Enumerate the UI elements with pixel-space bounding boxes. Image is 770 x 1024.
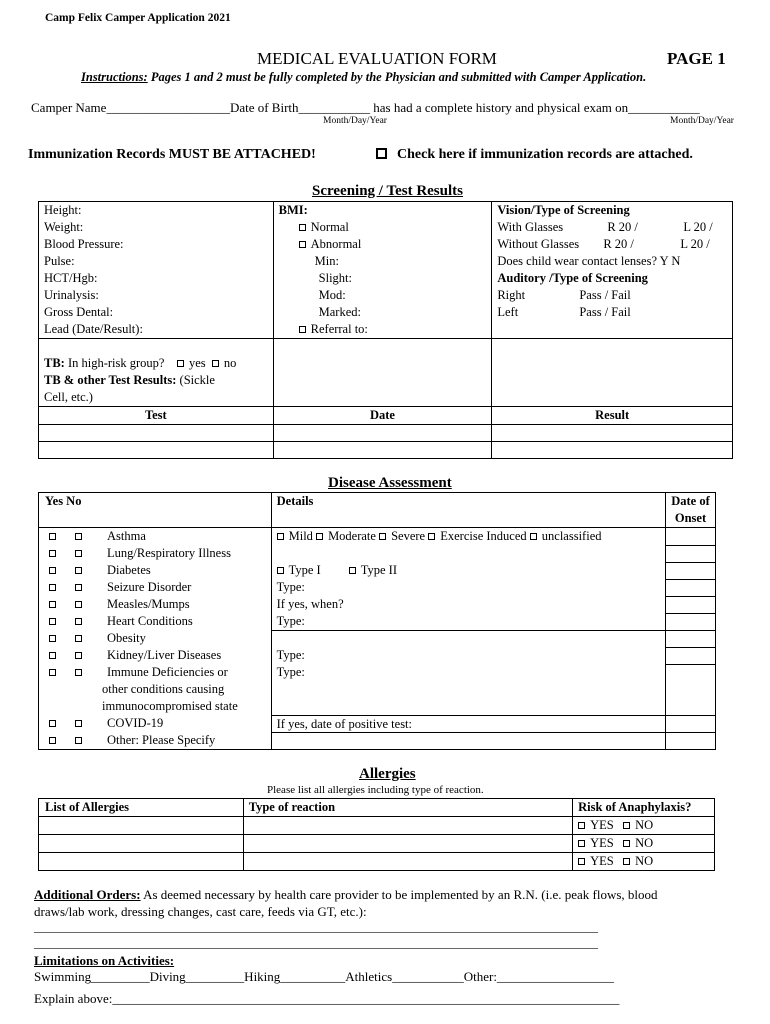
allergies-table bbox=[38, 798, 715, 871]
disease-name: Immune Deficiencies or bbox=[107, 665, 228, 679]
yes-checkbox[interactable] bbox=[49, 669, 56, 676]
disease-row bbox=[39, 545, 271, 562]
form-title: MEDICAL EVALUATION FORM bbox=[257, 49, 497, 68]
disease-row bbox=[39, 596, 271, 613]
orders-line-1[interactable]: ______________________________________________________________________________________________ bbox=[34, 920, 598, 934]
no-checkbox[interactable] bbox=[75, 618, 82, 625]
with-glasses-row[interactable]: With Glasses R 20 / L 20 / bbox=[497, 220, 713, 234]
onset-entry[interactable] bbox=[666, 732, 715, 749]
disease-row bbox=[39, 613, 271, 630]
without-glasses-row[interactable]: Without Glasses R 20 / L 20 / bbox=[497, 237, 710, 251]
tb-cell bbox=[39, 339, 274, 407]
auditory-right-row[interactable]: Right Pass / Fail bbox=[497, 288, 631, 302]
test-entry[interactable] bbox=[39, 442, 274, 459]
disease-detail[interactable]: Type: bbox=[276, 614, 305, 628]
auditory-left-row[interactable]: Left Pass / Fail bbox=[497, 305, 631, 319]
yes-checkbox[interactable] bbox=[49, 635, 56, 642]
anaphylaxis-header: Risk of Anaphylaxis? bbox=[573, 799, 715, 817]
yes-checkbox[interactable] bbox=[49, 567, 56, 574]
bmi-normal[interactable]: Normal bbox=[279, 219, 487, 236]
disease-detail[interactable]: If yes, date of positive test: bbox=[272, 715, 665, 732]
checkbox-icon[interactable] bbox=[428, 533, 435, 540]
reaction-entry[interactable] bbox=[243, 835, 572, 853]
instructions bbox=[81, 70, 646, 85]
no-checkbox[interactable] bbox=[75, 652, 82, 659]
result-header: Result bbox=[492, 407, 733, 425]
allergy-list-header: List of Allergies bbox=[39, 799, 244, 817]
checkbox-icon[interactable] bbox=[299, 224, 306, 231]
instructions-label: Instructions: bbox=[81, 70, 148, 84]
bmi-abnormal[interactable]: Abnormal bbox=[279, 236, 487, 253]
bmi-label: BMI: bbox=[278, 203, 308, 217]
yes-checkbox[interactable] bbox=[49, 601, 56, 608]
disease-row bbox=[39, 664, 271, 715]
yes-checkbox[interactable] bbox=[49, 618, 56, 625]
onset-entry[interactable] bbox=[666, 630, 715, 647]
page-label: PAGE 1 bbox=[667, 49, 726, 68]
onset-entry[interactable] bbox=[666, 596, 715, 613]
onset-entry[interactable] bbox=[666, 613, 715, 630]
immunization-notice: Immunization Records MUST BE ATTACHED! bbox=[28, 147, 316, 162]
allergy-entry[interactable] bbox=[39, 817, 244, 835]
disease-name: Asthma bbox=[107, 529, 146, 543]
pulse-label[interactable]: Pulse: bbox=[44, 254, 75, 268]
disease-name: Lung/Respiratory Illness bbox=[107, 546, 231, 560]
onset-entry[interactable] bbox=[666, 545, 715, 562]
no-checkbox[interactable] bbox=[75, 720, 82, 727]
disease-name: Measles/Mumps bbox=[107, 597, 190, 611]
exam-hint: Month/Day/Year bbox=[670, 116, 734, 126]
yes-checkbox[interactable] bbox=[49, 584, 56, 591]
tb-blank-cell[interactable] bbox=[273, 339, 492, 407]
explain-line[interactable]: Explain above:______________________________________________________________________________ bbox=[34, 991, 620, 1006]
disease-detail[interactable]: Type I Type II bbox=[272, 562, 665, 579]
disease-row bbox=[39, 579, 271, 596]
yes-no-header: Yes No bbox=[39, 493, 272, 528]
lead-label[interactable]: Lead (Date/Result): bbox=[44, 322, 143, 336]
no-checkbox[interactable] bbox=[75, 584, 82, 591]
bmi-min[interactable]: Min: bbox=[314, 254, 339, 268]
screening-title: Screening / Test Results bbox=[312, 183, 463, 199]
no-checkbox[interactable] bbox=[75, 737, 82, 744]
disease-row bbox=[39, 732, 271, 749]
top-title: Camp Felix Camper Application 2021 bbox=[45, 12, 231, 24]
anaphylaxis-choice[interactable]: YES NO bbox=[573, 853, 715, 871]
disease-row bbox=[39, 528, 271, 545]
anaphylaxis-choice[interactable]: YES NO bbox=[573, 835, 715, 853]
auditory-title: Auditory /Type of Screening bbox=[497, 271, 648, 285]
disease-detail[interactable]: If yes, when? bbox=[276, 597, 344, 611]
checkbox-icon[interactable] bbox=[277, 567, 284, 574]
disease-detail[interactable] bbox=[272, 630, 665, 647]
disease-list-cell bbox=[39, 528, 272, 750]
disease-detail[interactable]: Type: bbox=[276, 648, 305, 662]
bmi-referral[interactable]: Referral to: bbox=[279, 321, 487, 338]
disease-name: Heart Conditions bbox=[107, 614, 193, 628]
tb-blank-cell-2[interactable] bbox=[492, 339, 733, 407]
onset-entry[interactable] bbox=[666, 715, 715, 732]
disease-name: Diabetes bbox=[107, 563, 151, 577]
disease-name: Obesity bbox=[107, 631, 146, 645]
checkbox-icon[interactable] bbox=[299, 326, 306, 333]
onset-entry[interactable] bbox=[666, 562, 715, 579]
height-label[interactable]: Height: bbox=[44, 203, 82, 217]
yes-checkbox[interactable] bbox=[49, 652, 56, 659]
bmi-slight[interactable]: Slight: bbox=[318, 271, 352, 285]
vision-title: Vision/Type of Screening bbox=[497, 203, 630, 217]
disease-onset-cell bbox=[666, 528, 716, 750]
vision-cell bbox=[492, 202, 733, 339]
yes-checkbox[interactable] bbox=[49, 550, 56, 557]
disease-name: Seizure Disorder bbox=[107, 580, 192, 594]
allergy-entry[interactable] bbox=[39, 835, 244, 853]
contacts-question[interactable]: Does child wear contact lenses? Y N bbox=[497, 254, 681, 268]
date-onset-header: Date of Onset bbox=[666, 493, 716, 528]
test-entry[interactable] bbox=[273, 442, 492, 459]
disease-name: COVID-19 bbox=[107, 716, 164, 730]
onset-entry[interactable] bbox=[666, 579, 715, 596]
no-checkbox[interactable] bbox=[75, 669, 82, 676]
immunization-check[interactable] bbox=[376, 147, 693, 163]
disease-row bbox=[39, 562, 271, 579]
tb-other-row: TB & other Test Results: (Sickle bbox=[44, 373, 215, 387]
reaction-header: Type of reaction bbox=[243, 799, 572, 817]
disease-details-cell bbox=[271, 528, 665, 750]
test-header: Test bbox=[39, 407, 274, 425]
disease-row bbox=[39, 630, 271, 647]
additional-orders: Additional Orders: As deemed necessary by health care provider to be implemented by an R.N. (i.e. peak flows, blood bbox=[34, 887, 658, 902]
gross-dental-label[interactable]: Gross Dental: bbox=[44, 305, 114, 319]
limitations-label: Limitations on Activities: bbox=[34, 953, 175, 968]
checkbox-icon[interactable] bbox=[379, 533, 386, 540]
tb-other-cont: Cell, etc.) bbox=[44, 390, 93, 404]
orders-line-2[interactable]: ______________________________________________________________________________________________ bbox=[34, 936, 598, 950]
bmi-cell bbox=[273, 202, 492, 339]
limitations-line[interactable]: Swimming_________Diving_________Hiking__________Athletics___________Other:__________________ bbox=[34, 969, 614, 984]
dob-hint: Month/Day/Year bbox=[323, 116, 387, 126]
allergy-entry[interactable] bbox=[39, 853, 244, 871]
reaction-entry[interactable] bbox=[243, 817, 572, 835]
vitals-cell bbox=[39, 202, 274, 339]
details-header: Details bbox=[271, 493, 665, 528]
yes-checkbox[interactable] bbox=[49, 533, 56, 540]
disease-detail[interactable]: Type: bbox=[276, 580, 305, 594]
tb-no-checkbox[interactable] bbox=[212, 360, 219, 367]
disease-row bbox=[39, 647, 271, 664]
no-checkbox[interactable] bbox=[75, 567, 82, 574]
onset-entry[interactable] bbox=[666, 664, 715, 715]
disease-name: Kidney/Liver Diseases bbox=[107, 648, 222, 662]
immunization-checkbox[interactable] bbox=[376, 148, 387, 159]
immunization-check-label: Check here if immunization records are attached. bbox=[397, 147, 693, 162]
no-checkbox[interactable] bbox=[75, 601, 82, 608]
urinalysis-label[interactable]: Urinalysis: bbox=[44, 288, 99, 302]
test-entry[interactable] bbox=[492, 425, 733, 442]
no-checkbox[interactable] bbox=[75, 550, 82, 557]
weight-label[interactable]: Weight: bbox=[44, 220, 84, 234]
disease-name: Other: Please Specify bbox=[107, 733, 216, 747]
blood-pressure-label[interactable]: Blood Pressure: bbox=[44, 237, 124, 251]
bmi-mod[interactable]: Mod: bbox=[318, 288, 346, 302]
instructions-text: Pages 1 and 2 must be fully completed by the Physician and submitted with Camper Application. bbox=[147, 70, 647, 84]
hct-hgb-label[interactable]: HCT/Hgb: bbox=[44, 271, 98, 285]
date-header: Date bbox=[273, 407, 492, 425]
disease-detail[interactable] bbox=[272, 732, 665, 749]
onset-entry[interactable] bbox=[666, 528, 715, 545]
disease-row bbox=[39, 715, 271, 732]
disease-name-cont: other conditions causing bbox=[102, 682, 225, 696]
test-entry[interactable] bbox=[492, 442, 733, 459]
screening-table bbox=[38, 201, 733, 459]
tb-row: TB: In high-risk group? yes no bbox=[44, 356, 237, 370]
disease-detail[interactable]: Mild Moderate Severe Exercise Induced unclassified bbox=[272, 528, 665, 545]
anaphylaxis-choice[interactable]: YES NO bbox=[573, 817, 715, 835]
no-checkbox[interactable] bbox=[75, 533, 82, 540]
no-checkbox[interactable] bbox=[75, 635, 82, 642]
checkbox-icon[interactable] bbox=[349, 567, 356, 574]
yes-checkbox[interactable] bbox=[49, 737, 56, 744]
reaction-entry[interactable] bbox=[243, 853, 572, 871]
disease-name-cont: immunocompromised state bbox=[102, 699, 238, 713]
disease-title: Disease Assessment bbox=[328, 475, 452, 491]
checkbox-icon[interactable] bbox=[530, 533, 537, 540]
checkbox-icon[interactable] bbox=[316, 533, 323, 540]
checkbox-icon[interactable] bbox=[299, 241, 306, 248]
bmi-marked[interactable]: Marked: bbox=[318, 305, 361, 319]
disease-detail[interactable] bbox=[272, 545, 665, 562]
onset-entry[interactable] bbox=[666, 647, 715, 664]
test-entry[interactable] bbox=[273, 425, 492, 442]
test-entry[interactable] bbox=[39, 425, 274, 442]
checkbox-icon[interactable] bbox=[277, 533, 284, 540]
allergies-subtitle: Please list all allergies including type of reaction. bbox=[267, 784, 484, 796]
disease-detail[interactable]: Type: bbox=[276, 665, 305, 679]
additional-orders-cont: draws/lab work, dressing changes, cast care, feeds via GT, etc.): bbox=[34, 904, 367, 919]
disease-table bbox=[38, 492, 716, 750]
allergies-title: Allergies bbox=[359, 766, 416, 782]
yes-checkbox[interactable] bbox=[49, 720, 56, 727]
camper-line[interactable]: Camper Name___________________Date of Birth___________ has had a complete history and physical exam on___________ bbox=[31, 100, 700, 115]
tb-yes-checkbox[interactable] bbox=[177, 360, 184, 367]
